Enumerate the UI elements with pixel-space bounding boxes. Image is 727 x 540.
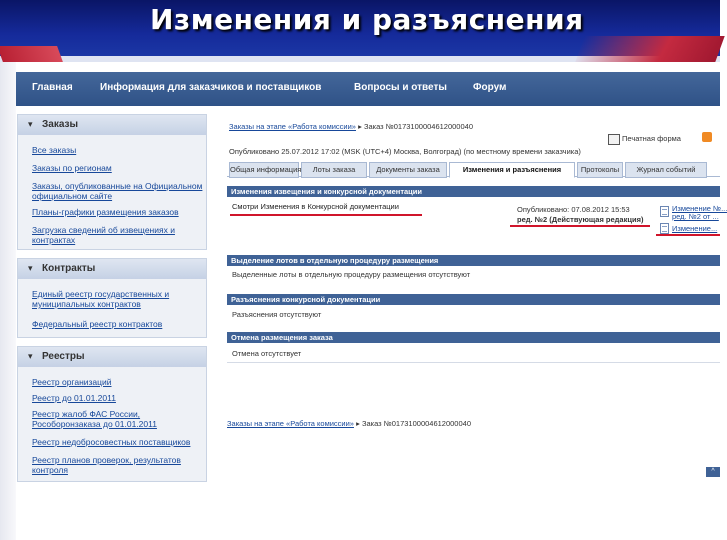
chevron-down-icon: ▾ [28,119,33,129]
tab-events[interactable]: Журнал событий [625,162,707,178]
sidebar-link[interactable]: Реестр недобросовестных поставщиков [32,437,191,447]
document-icon [660,223,669,234]
section-text: Отмена отсутствует [232,349,302,358]
highlight-underline [656,234,720,236]
chevron-down-icon: ▾ [28,351,33,361]
tab-lots[interactable]: Лоты заказа [301,162,367,178]
slide-title: Изменения и разъяснения [150,3,584,36]
sidebar-link[interactable]: Все заказы [32,145,77,155]
scroll-top-button[interactable]: ^ [706,467,720,477]
breadcrumb-arrow: ▸ [356,419,362,428]
breadcrumb [229,122,473,131]
sidebar-link[interactable]: Реестр планов проверок, результатов контроля [32,455,181,475]
sidebar-orders-header[interactable]: ▾ Заказы [18,115,206,135]
sidebar-registries-header[interactable]: ▾ Реестры [18,347,206,367]
rss-icon[interactable] [702,132,712,142]
nav-info[interactable]: Информация для заказчиков и поставщиков [100,82,322,93]
highlight-underline [510,225,650,227]
sidebar-link[interactable]: Заказы по регионам [32,163,112,173]
nav-faq[interactable]: Вопросы и ответы [354,82,447,93]
sidebar-link[interactable]: Реестр жалоб ФАС России, Рособоронзаказа до 01.01.2011 [32,409,157,429]
breadcrumb-link[interactable]: Заказы на этапе «Работа комиссии» [227,419,354,428]
flag-stripe-red-left [0,46,63,62]
tab-documents[interactable]: Документы заказа [369,162,447,178]
sidebar-orders [17,114,207,250]
breadcrumb-arrow: ▸ [358,122,364,131]
breadcrumb-current: Заказ №0173100004612000040 [363,122,473,131]
document-icon [660,206,669,217]
sidebar-link[interactable]: Планы-графики размещения заказов [32,207,179,217]
published-info: Опубликовано 25.07.2012 17:02 (MSK (UTC+4) Москва, Волгоград) (по местному времени заказчика) [229,147,581,156]
top-navigation [16,72,720,106]
section-text: Разъяснения отсутствуют [232,310,322,319]
section-text: Выделенные лоты в отдельную процедуру размещения отсутствуют [232,270,471,279]
sidebar-contracts [17,258,207,338]
tab-protocols[interactable]: Протоколы [577,162,623,178]
divider [227,362,720,363]
sidebar-registries [17,346,207,482]
sidebar-link[interactable]: Заказы, опубликованные на Официальном официальном сайте [32,181,203,201]
left-strip [0,62,16,540]
section-header: Разъяснения конкурсной документации [227,294,720,305]
slide-banner [0,0,720,62]
highlight-underline [230,214,422,216]
sidebar-link[interactable]: Единый реестр государственных и муниципальных контрактов [32,289,170,309]
edition-label: ред. №2 (Действующая редакция) [517,215,644,224]
breadcrumb-link[interactable]: Заказы на этапе «Работа комиссии» [229,122,356,131]
change-link[interactable]: Изменение... [672,224,718,233]
sidebar-link[interactable]: Федеральный реестр контрактов [32,319,163,329]
flag-stripe-red [575,36,724,62]
section-header: Выделение лотов в отдельную процедуру размещения [227,255,720,266]
chevron-down-icon: ▾ [28,263,33,273]
sidebar-link[interactable]: Реестр до 01.01.2011 [32,393,116,403]
change-link[interactable]: ред. №2 от ... [672,212,719,221]
publication-date: Опубликовано: 07.08.2012 15:53 [517,205,630,214]
sidebar-contracts-header[interactable]: ▾ Контракты [18,259,206,279]
section-header: Изменения извещения и конкурсной документации [227,186,720,197]
changes-doc-link[interactable]: Смотри Изменения в Конкурсной документации [232,202,399,211]
site-screenshot [0,62,727,540]
tab-general[interactable]: Общая информация [229,162,299,178]
bottom-breadcrumb [227,419,471,428]
print-form-link[interactable]: Печатная форма [622,134,681,143]
nav-home[interactable]: Главная [32,82,73,93]
nav-forum[interactable]: Форум [473,82,507,93]
printer-icon[interactable] [608,134,620,145]
change-link[interactable]: Изменение №... [672,204,727,213]
tab-changes[interactable]: Изменения и разъяснения [449,162,575,178]
breadcrumb-current: Заказ №0173100004612000040 [361,419,471,428]
section-header: Отмена размещения заказа [227,332,720,343]
sidebar-link[interactable]: Реестр организаций [32,377,112,387]
sidebar-link[interactable]: Загрузка сведений об извещениях и контрактах [32,225,175,245]
